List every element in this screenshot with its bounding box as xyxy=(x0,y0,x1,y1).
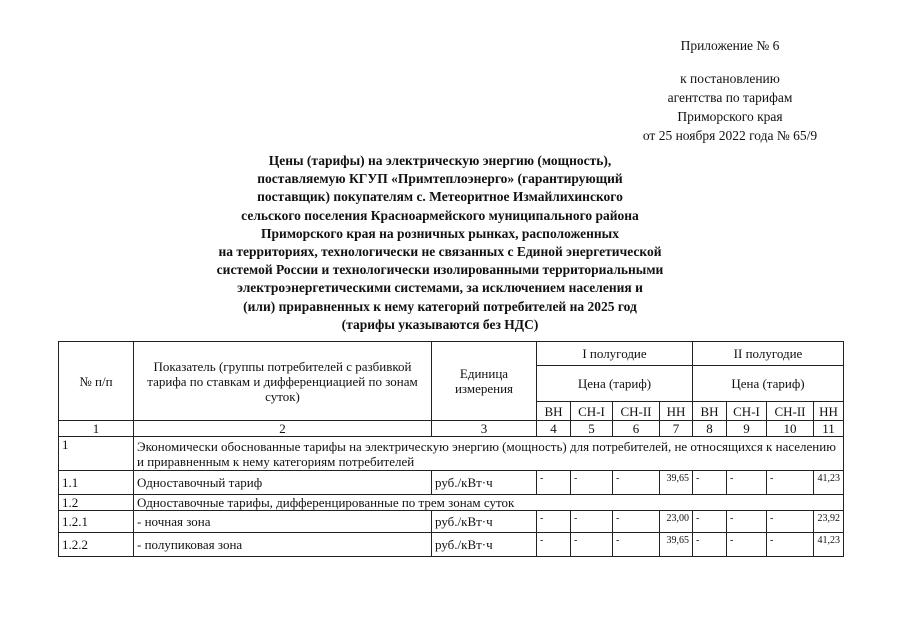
section-text: Одноставочные тарифы, дифференцированные по трем зонам суток xyxy=(134,495,844,511)
row-value: - xyxy=(571,471,613,495)
header-indicator: Показатель (группы потребителей с разбивкой тарифа по ставкам и дифференциацией по зонам суток) xyxy=(134,342,432,421)
header-num: № п/п xyxy=(59,342,134,421)
tariff-table xyxy=(58,341,844,557)
table-row xyxy=(59,511,844,533)
row-value: - xyxy=(571,511,613,533)
appendix-number: Приложение № 6 xyxy=(680,38,780,53)
table-row xyxy=(59,533,844,557)
title-line: (или) приравненных к нему категорий потребителей на 2025 год xyxy=(243,298,637,314)
col-number: 10 xyxy=(767,421,814,437)
level-sn2: СН-II xyxy=(767,402,814,421)
title-line: на территориях, технологически не связанных с Единой энергетической xyxy=(218,244,662,260)
level-vn: ВН xyxy=(693,402,727,421)
row-unit: руб./кВт·ч xyxy=(432,511,537,533)
row-value: - xyxy=(727,533,767,557)
row-value: 39,65 xyxy=(660,533,693,557)
row-value: - xyxy=(767,511,814,533)
row-value: - xyxy=(693,533,727,557)
row-num: 1.2.2 xyxy=(59,533,134,557)
row-value: - xyxy=(537,511,571,533)
col-number: 7 xyxy=(660,421,693,437)
row-name: - ночная зона xyxy=(134,511,432,533)
row-num: 1.2.1 xyxy=(59,511,134,533)
row-value: 41,23 xyxy=(814,471,844,495)
row-value: - xyxy=(767,471,814,495)
header-half-2: II полугодие xyxy=(693,342,844,366)
level-nn: НН xyxy=(660,402,693,421)
row-value: 41,23 xyxy=(814,533,844,557)
appendix-date-line: от 25 ноября 2022 года № 65/9 xyxy=(642,128,818,143)
row-unit: руб./кВт·ч xyxy=(432,533,537,557)
row-value: - xyxy=(571,533,613,557)
row-value: 23,00 xyxy=(660,511,693,533)
appendix-agency: агентства по тарифам xyxy=(667,90,793,105)
col-number: 1 xyxy=(59,421,134,437)
col-number: 3 xyxy=(432,421,537,437)
row-name: Одноставочный тариф xyxy=(134,471,432,495)
col-number: 9 xyxy=(727,421,767,437)
document-title xyxy=(160,152,720,334)
section-row xyxy=(59,495,844,511)
title-line: сельского поселения Красноармейского муниципального района xyxy=(241,207,639,223)
title-line: (тарифы указываются без НДС) xyxy=(341,316,539,332)
section-num: 1.2 xyxy=(59,495,134,511)
title-line: поставщик) покупателям с. Метеоритное Измайлихинского xyxy=(257,189,623,205)
row-value: - xyxy=(613,533,660,557)
title-line: электроэнергетическими системами, за исключением населения и xyxy=(237,280,643,296)
row-value: - xyxy=(727,471,767,495)
row-value: 23,92 xyxy=(814,511,844,533)
row-value: 39,65 xyxy=(660,471,693,495)
header-unit: Единица измерения xyxy=(432,342,537,421)
title-line: Приморского края на розничных рынках, расположенных xyxy=(261,225,619,241)
appendix-to-resolution: к постановлению xyxy=(680,71,780,86)
appendix-region: Приморского края xyxy=(677,109,783,124)
row-value: - xyxy=(613,471,660,495)
col-number: 5 xyxy=(571,421,613,437)
title-line: поставляемую КГУП «Примтеплоэнерго» (гарантирующий xyxy=(257,171,623,187)
section-num: 1 xyxy=(59,437,134,471)
level-nn: НН xyxy=(814,402,844,421)
header-price-1: Цена (тариф) xyxy=(537,366,693,402)
row-num: 1.1 xyxy=(59,471,134,495)
col-number: 11 xyxy=(814,421,844,437)
row-unit: руб./кВт·ч xyxy=(432,471,537,495)
appendix-block xyxy=(600,36,860,145)
col-number: 4 xyxy=(537,421,571,437)
section-text: Экономически обоснованные тарифы на электрическую энергию (мощность) для потребителей, не относящихся к населению и приравненным к нему категориям потребителей xyxy=(134,437,844,471)
row-value: - xyxy=(727,511,767,533)
row-name: - полупиковая зона xyxy=(134,533,432,557)
row-value: - xyxy=(693,471,727,495)
title-line: системой России и технологически изолированными территориальными xyxy=(216,262,664,278)
level-sn2: СН-II xyxy=(613,402,660,421)
header-half-1: I полугодие xyxy=(537,342,693,366)
header-price-2: Цена (тариф) xyxy=(693,366,844,402)
row-value: - xyxy=(537,533,571,557)
row-value: - xyxy=(537,471,571,495)
level-vn: ВН xyxy=(537,402,571,421)
col-number: 2 xyxy=(134,421,432,437)
col-number: 8 xyxy=(693,421,727,437)
row-value: - xyxy=(693,511,727,533)
level-sn1: СН-I xyxy=(727,402,767,421)
col-number: 6 xyxy=(613,421,660,437)
section-row xyxy=(59,437,844,471)
row-value: - xyxy=(767,533,814,557)
table-row xyxy=(59,471,844,495)
level-sn1: СН-I xyxy=(571,402,613,421)
title-line: Цены (тарифы) на электрическую энергию (мощность), xyxy=(268,153,612,168)
row-value: - xyxy=(613,511,660,533)
